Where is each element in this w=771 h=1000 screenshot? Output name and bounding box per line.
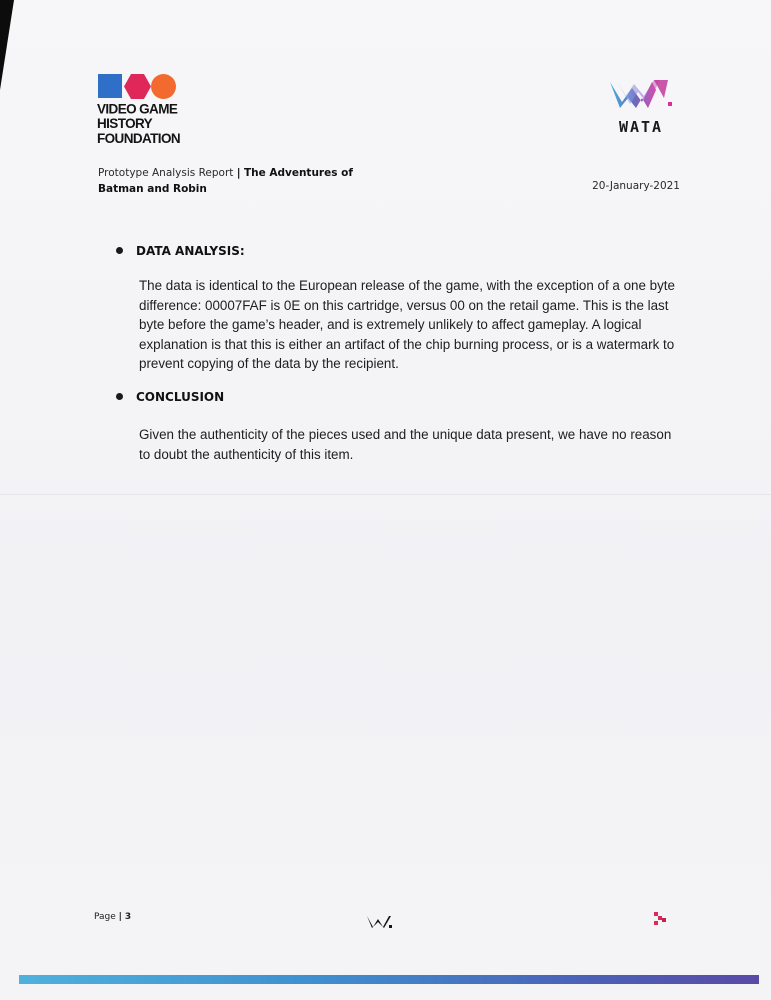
bullet-icon <box>116 393 123 400</box>
report-separator: | <box>236 167 241 179</box>
vghf-logo <box>97 74 217 147</box>
report-title: The Adventures of Batman and Robin <box>98 167 353 195</box>
section-heading-data-analysis <box>116 244 245 258</box>
page-number <box>94 912 131 922</box>
page-number-value: 3 <box>124 912 132 922</box>
report-date: 20-January-2021 <box>592 180 680 192</box>
wata-w-icon <box>367 914 393 928</box>
wata-wave-icon <box>608 76 674 112</box>
section-heading-text: DATA ANALYSIS: <box>136 244 245 258</box>
report-title-line <box>98 165 398 197</box>
wata-logo <box>608 76 680 136</box>
hexagon-icon <box>124 74 151 99</box>
page-label: Page <box>94 912 116 922</box>
wata-logo-text: WATA <box>618 118 664 136</box>
square-icon <box>98 74 122 98</box>
section-heading-text: CONCLUSION <box>136 390 225 404</box>
section-body-conclusion: Given the authenticity of the pieces used and the unique data present, we have no reason to doubt the authenticity of this item. <box>139 427 672 462</box>
circle-icon <box>151 74 176 99</box>
section-heading-conclusion <box>116 390 224 404</box>
pixel-arrow-icon <box>654 912 666 926</box>
scan-corner-shadow <box>0 0 14 90</box>
vghf-logo-text: VIDEO GAME HISTORY FOUNDATION <box>97 100 180 147</box>
vghf-logo-shapes <box>97 74 217 100</box>
page-separator: | <box>118 912 122 922</box>
report-label: Prototype Analysis Report <box>98 167 234 179</box>
section-body-data-analysis: The data is identical to the European release of the game, with the exception of a one byte difference: 00007FAF is 0E on this cartridge, versus 00 on the retail game. This is the last byte before the game’s header, and is extremely unlikely to affect gameplay. A logical explanation is that this is either an artifact of the chip burning process, or is a watermark to prevent copying of the data by the recipient. <box>139 278 675 371</box>
paper-fold-crease <box>0 494 771 495</box>
bullet-icon <box>116 247 123 254</box>
footer-gradient-bar <box>19 975 759 984</box>
